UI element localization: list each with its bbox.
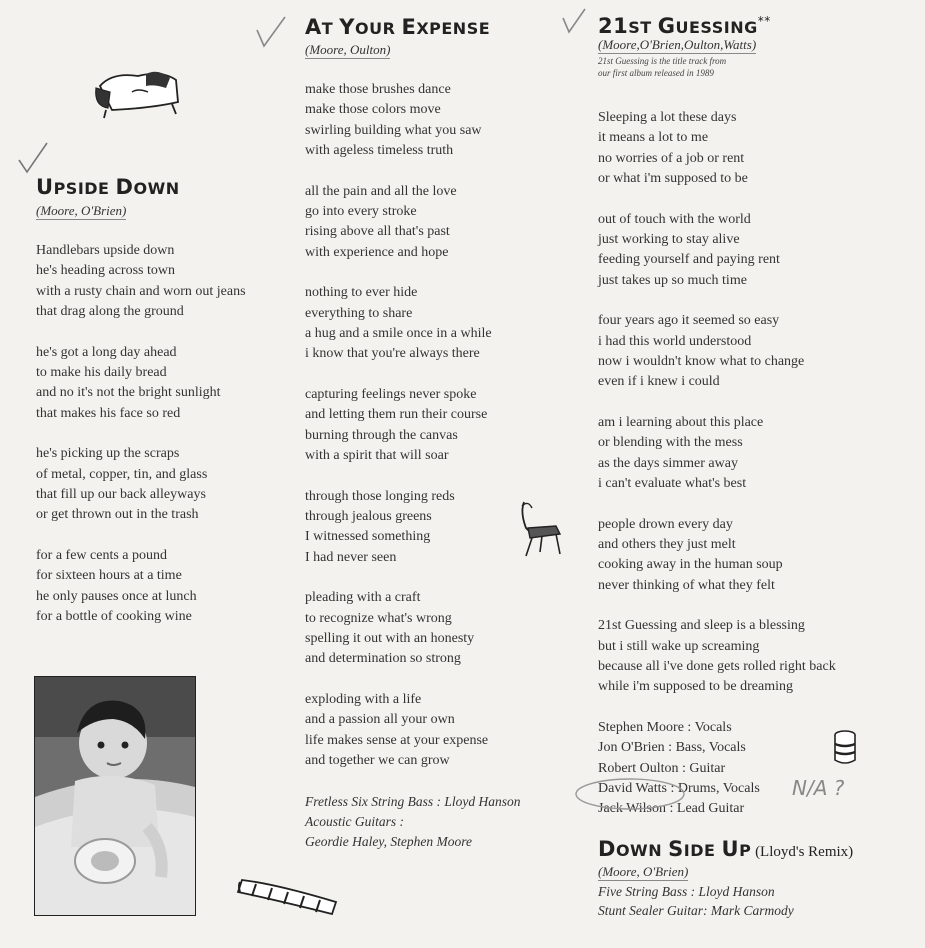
stanza [305,283,521,364]
lyric-line: or get thrown out in the trash [36,507,199,523]
lyric-line: rising above all that's past [305,224,450,240]
lyric-line: burning through the canvas [305,427,458,443]
lyric-line: now i wouldn't know what to change [598,353,805,369]
lyric-line: for a few cents a pound [36,548,168,564]
lyric-line: and others they just melt [598,537,736,553]
couch-doodle-icon [92,62,184,120]
lyric-line: four years ago it seemed so easy [598,313,780,329]
songwriter-credit: (Moore, O'Brien) [36,203,127,218]
lyrics-upside-down [36,241,246,648]
lyric-line: feeding yourself and paying rent [598,252,780,268]
stanza [305,385,521,466]
lyric-line: and determination so strong [305,651,461,667]
lyric-line: with a spirit that will soar [305,447,449,463]
credit-line: Five String Bass : Lloyd Hanson [598,884,775,899]
lyric-line: exploding with a life [305,692,422,708]
lyric-line: pleading with a craft [305,590,421,606]
stanza [305,588,521,669]
lyric-line: or blending with the mess [598,435,743,451]
lyric-line: even if i knew i could [598,374,720,390]
stanza [598,108,836,189]
band-member: Stephen Moore : Vocals [598,720,732,736]
lyric-line: spelling it out with an honesty [305,631,475,647]
lyric-line: through those longing reds [305,488,455,504]
lyric-line: and a passion all your own [305,712,455,728]
ladder-doodle-icon [236,870,340,920]
check-mark-icon [254,14,288,50]
credit-line: Stunt Sealer Guitar: Mark Carmody [598,903,794,918]
song-title-at-your-expense: AT YOUR EXPENSE [305,15,491,39]
lyric-line: everything to share [305,305,413,321]
stanza [36,241,246,322]
lyric-line: or what i'm supposed to be [598,170,748,186]
barrel-doodle-icon [832,730,858,766]
lyric-line: for a bottle of cooking wine [36,608,192,624]
band-member: Robert Oulton : Guitar [598,760,726,776]
lyric-line: he's picking up the scraps [36,446,180,462]
lyric-line: that makes his face so red [36,405,181,421]
lyric-line: while i'm supposed to be dreaming [598,679,793,695]
stanza [36,546,246,627]
stanza [305,487,521,568]
lyric-line: go into every stroke [305,203,417,219]
lyric-line: no worries of a job or rent [598,150,745,166]
lyric-line: cooking away in the human soup [598,557,783,573]
chair-doodle-icon [516,498,564,560]
stanza [598,311,836,392]
credit-line: Acoustic Guitars : [305,813,404,829]
stanza [305,690,521,771]
songwriter-credit: (Moore,O'Brien,Oulton,Watts) [598,37,757,52]
lyric-line: it means a lot to me [598,130,709,146]
lyric-line: out of touch with the world [598,211,751,227]
stanza [305,80,521,161]
lyric-line: never thinking of what they felt [598,577,775,593]
songwriter-credit: (Moore, Oulton) [305,42,391,57]
lyric-line: to recognize what's wrong [305,610,452,626]
lyric-line: Handlebars upside down [36,243,175,258]
lyric-line: through jealous greens [305,509,432,525]
lyric-line: of metal, copper, tin, and glass [36,466,208,482]
lyric-line: make those colors move [305,102,441,118]
stanza [598,413,836,494]
lyric-line: he's got a long day ahead [36,344,177,360]
lyric-line: because all i've done gets rolled right back [598,659,836,675]
musician-credits [305,792,521,852]
lyric-line: that fill up our back alleyways [36,486,206,502]
lyric-line: i had this world understood [598,333,752,349]
stanza [305,182,521,263]
lyric-line: he only pauses once at lunch [36,588,197,604]
lyric-line: all the pain and all the love [305,183,457,199]
lyric-line: capturing feelings never spoke [305,387,477,403]
lyric-line: he's heading across town [36,263,175,279]
song-title-down-side-up: DOWN SIDE UP (Lloyd's Remix) [598,837,854,861]
lyric-line: for sixteen hours at a time [36,568,182,584]
lyric-line: with ageless timeless truth [305,142,454,158]
lyric-line: am i learning about this place [598,415,764,431]
handwritten-note: N/A ? [792,776,845,800]
song-title-upside-down: UPSIDE DOWN [36,175,180,199]
lyrics-at-your-expense [305,80,521,852]
stanza [598,616,836,697]
lyric-line: swirling building what you saw [305,122,482,138]
lyric-line: as the days simmer away [598,455,738,471]
lyric-line: to make his daily bread [36,364,167,380]
lyric-line: make those brushes dance [305,82,451,97]
lyric-line: that drag along the ground [36,303,184,319]
band-member: Jon O'Brien : Bass, Vocals [598,740,746,756]
lyric-line: Sleeping a lot these days [598,110,737,125]
credit-line: Fretless Six String Bass : Lloyd Hanson [305,793,521,809]
lyric-line: just working to stay alive [598,231,740,247]
check-mark-icon [560,6,588,36]
musician-credits [598,882,794,920]
stanza [36,444,246,525]
stanza [36,343,246,424]
baby-in-bathtub-photo [34,676,196,916]
lyric-line: but i still wake up screaming [598,638,760,654]
hand-drawn-circle-icon [572,774,690,814]
song-title-21st-guessing: 21ST GUESSING** [598,14,771,38]
lyric-line: 21st Guessing and sleep is a blessing [598,618,805,634]
band-member: David Watts : Drums, Vocals [598,781,760,797]
lyric-line: nothing to ever hide [305,285,418,301]
lyrics-21st-guessing [598,108,836,820]
stanza [598,515,836,596]
lyric-line: and letting them run their course [305,407,488,423]
lyric-line: people drown every day [598,516,733,532]
lyric-line: with experience and hope [305,244,449,260]
lyric-line: and no it's not the bright sunlight [36,385,221,401]
band-member: Jack Wilson : Lead Guitar [598,801,745,817]
credit-line: Geordie Haley, Stephen Moore [305,833,472,849]
lyric-line: with a rusty chain and worn out jeans [36,283,246,299]
track-note: 21st Guessing is the title track from our first album released in 1989 [598,56,727,78]
songwriter-credit: (Moore, O'Brien) [598,864,689,879]
lyric-line: just takes up so much time [598,272,747,288]
lyric-line: and together we can grow [305,753,450,769]
check-mark-icon [16,140,50,176]
lyric-line: i can't evaluate what's best [598,475,747,491]
lyric-line: I witnessed something [305,529,431,545]
lyric-line: I had never seen [305,549,397,565]
lyric-line: i know that you're always there [305,346,480,362]
stanza [598,210,836,291]
lyric-line: a hug and a smile once in a while [305,325,492,341]
lyric-line: life makes sense at your expense [305,732,489,748]
